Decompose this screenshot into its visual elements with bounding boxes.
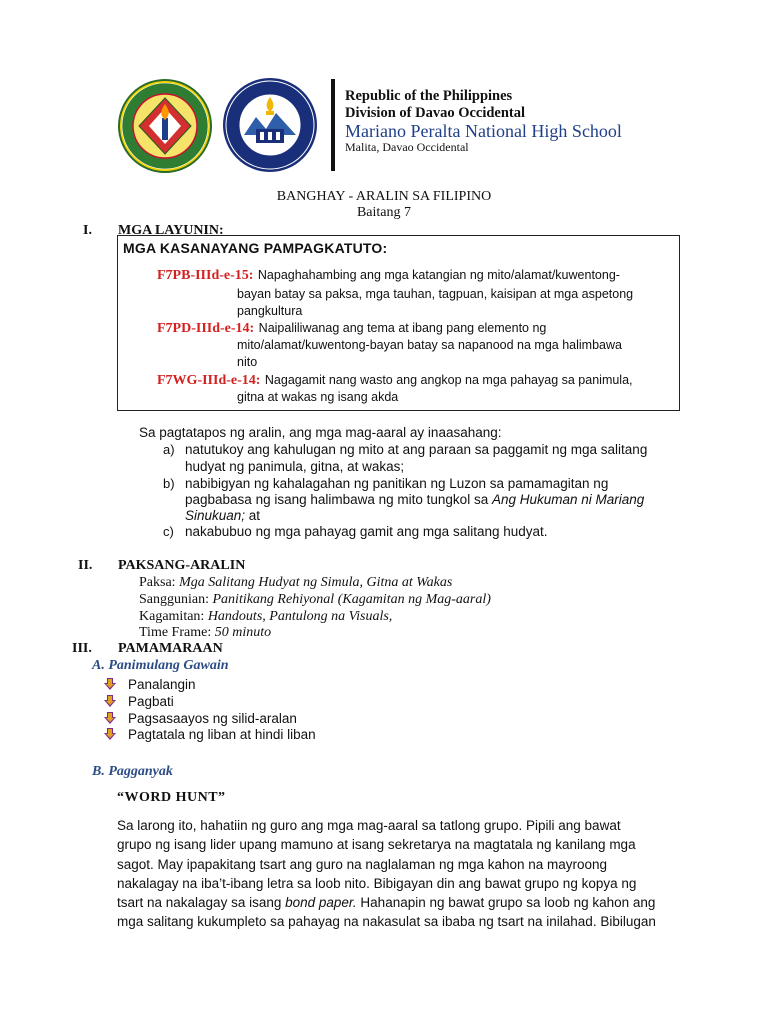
competency-3-code: F7WG-IIId-e-14: [157, 373, 261, 388]
topic-kagamitan: Kagamitan: Handouts, Pantulong na Visuals, [139, 609, 393, 624]
competency-heading: MGA KASANAYANG PAMPAGKATUTO: [123, 240, 388, 256]
header-location: Malita, Davao Occidental [345, 140, 469, 154]
header-division: Division of Davao Occidental [345, 105, 526, 121]
objective-b-line3: Sinukuan; at [185, 508, 261, 523]
objective-c-letter: c) [163, 524, 174, 539]
arrow-bullet-icon [104, 695, 116, 707]
competency-2-code: F7PD-IIId-e-14: [157, 321, 255, 336]
section-1-number: I. [83, 223, 92, 238]
objective-a-line1: natutukoy ang kahulugan ng mito at ang paraan sa paggamit ng mga salitang [185, 442, 648, 457]
objectives-intro: Sa pagtatapos ng aralin, ang mga mag-aaral ay inaasahang: [139, 425, 502, 440]
objective-b-line2: pagbabasa ng isang halimbawa ng mito tungkol sa Ang Hukuman ni Mariang [185, 492, 645, 507]
list-item: Pagtatala ng liban at hindi liban [104, 727, 316, 742]
list-item: Panalangin [104, 677, 196, 692]
competency-2-line2: mito/alamat/kuwentong-bayan batay sa napanood na mga halimbawa [237, 338, 622, 352]
arrow-bullet-icon [104, 678, 116, 690]
story-title: Ang Hukuman ni Mariang [491, 492, 645, 507]
competency-3-line1: F7WG-IIId-e-14: Nagagamit nang wasto ang angkop na mga pahayag sa panimula, [157, 373, 633, 388]
objective-a-line2: hudyat ng panimula, gitna, at wakas; [185, 459, 405, 474]
list-item: Pagsasaayos ng silid-aralan [104, 711, 297, 726]
section-1-title: MGA LAYUNIN: [118, 223, 224, 238]
competency-1-line2: bayan batay sa paksa, mga tauhan, tagpuan, kaisipan at mga aspetong [237, 287, 634, 301]
list-item: Pagbati [104, 694, 174, 709]
arrow-bullet-icon [104, 728, 116, 740]
header-divider [331, 79, 335, 171]
objective-a-letter: a) [163, 442, 175, 457]
topic-time-frame: Time Frame: 50 minuto [139, 625, 272, 640]
section-2-title: PAKSANG-ARALIN [118, 558, 246, 573]
activity-paragraph: Sa larong ito, hahatiin ng guro ang mga mag-aaral sa tatlong grupo. Pipili ang bawat grupo ng isang lider upang mamuno at isang sekretarya na magtatala ng kanilang mga sagot. May ipapakitang tsart ang guro na naglalaman ng mga kahon na mayroong nakalagay na iba’t-ibang letra sa loob nito. Bibigayan din ang bawat grupo ng kopya ng tsart na nakalagay sa isang bond paper. Hahanapin ng bawat grupo sa loob ng kahon ang mga salitang kukumpleto sa pahayag na nakasulat sa ibaba ng tsart na inilahad. Bibilugan [117, 818, 656, 930]
objective-b-line1: nabibigyan ng kahalagahan ng panitikan ng Luzon sa pamamagitan ng [185, 476, 609, 491]
subsection-a-title: A. Panimulang Gawain [92, 658, 229, 673]
grade-level: Baitang 7 [356, 205, 412, 220]
competency-1-code: F7PB-IIId-e-15: [157, 268, 254, 283]
objective-c-line1: nakabubuo ng mga pahayag gamit ang mga salitang hudyat. [185, 524, 548, 539]
section-3-title: PAMAMARAAN [118, 641, 223, 656]
activity-title: “WORD HUNT” [117, 790, 226, 805]
competency-2-line1: F7PD-IIId-e-14: Naipaliliwanag ang tema at ibang pang elemento ng [157, 321, 547, 336]
document-title: BANGHAY - ARALIN SA FILIPINO [276, 189, 492, 204]
header-republic: Republic of the Philippines [345, 88, 513, 104]
school-logo [222, 77, 318, 173]
objective-b-letter: b) [163, 476, 175, 491]
section-2-number: II. [78, 558, 93, 573]
topic-paksa: Paksa: Mga Salitang Hudyat ng Simula, Gitna at Wakas [139, 575, 453, 590]
competency-3-line2: gitna at wakas ng isang akda [237, 390, 399, 404]
arrow-bullet-icon [104, 712, 116, 724]
competency-1-line3: pangkultura [237, 304, 303, 318]
deped-logo [117, 78, 213, 174]
header-school-name: Mariano Peralta National High School [345, 121, 622, 141]
section-3-number: III. [72, 641, 92, 656]
competency-1-line1: F7PB-IIId-e-15: Napaghahambing ang mga katangian ng mito/alamat/kuwentong- [157, 268, 620, 283]
competency-2-line3: nito [237, 355, 258, 369]
subsection-b-title: B. Pagganyak [92, 764, 173, 779]
topic-sanggunian: Sanggunian: Panitikang Rehiyonal (Kagamitan ng Mag-aaral) [139, 592, 491, 607]
